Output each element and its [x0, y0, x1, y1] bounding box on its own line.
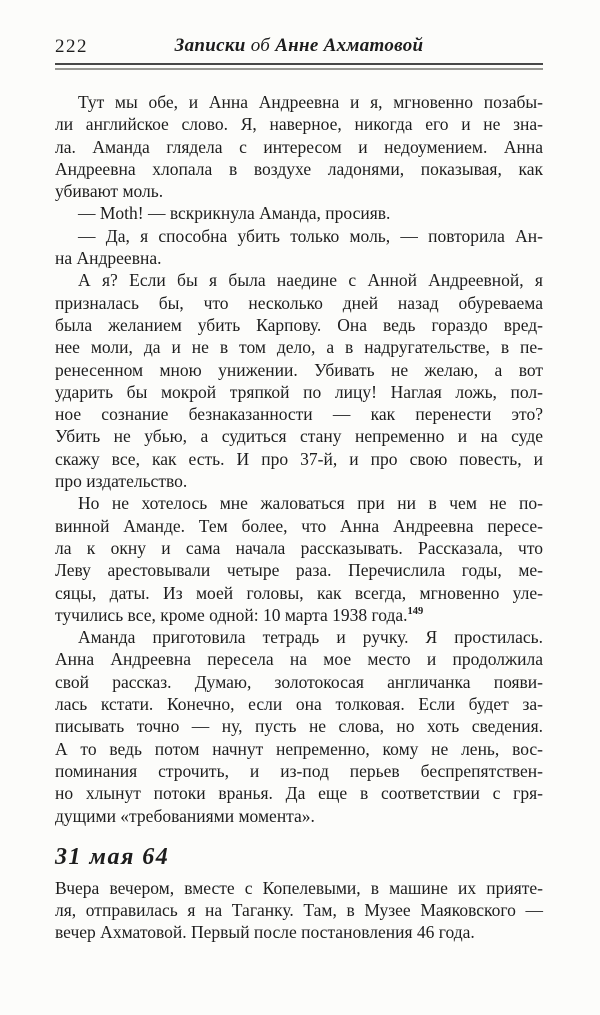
paragraph — [55, 91, 543, 202]
text-line: ное сознание безнаказанности — как перенести это? — [55, 404, 543, 425]
page-body — [55, 91, 543, 944]
footnote-reference: 149 — [407, 606, 424, 617]
page-header — [55, 35, 543, 59]
text-line: ля, отправилась я на Таганку. Там, в Музее Маяковского — — [55, 900, 543, 921]
text-line: ла к окну и сама начала рассказывать. Рассказала, что — [55, 537, 543, 558]
text-line: ренесенном мною унижении. Убивать не желаю, а вот — [55, 359, 543, 380]
text-line: про издательство. — [55, 471, 188, 492]
text-line: Анна Андреевна пересела на мое место и продолжила — [55, 649, 543, 670]
text-line: сяцы, даты. Из моей головы, как всегда, мгновенно уле- — [55, 582, 543, 603]
text-line: Убить не убью, а судиться стану непременно и на суде — [55, 426, 543, 447]
text-line: ударить бы мокрой тряпкой по лицу! Наглая ложь, пол- — [55, 381, 543, 402]
text-line: Вчера вечером, вместе с Копелевыми, в машине их прияте- — [55, 877, 543, 898]
text-line: скажу все, как есть. И про 37-й, и про свою повесть, и — [55, 448, 543, 469]
text-line: лась кстати. Конечно, если она толковая. Если будет за- — [55, 694, 543, 715]
text-line: Тут мы обе, и Анна Андреевна и я, мгновенно позабы- — [78, 92, 543, 112]
text-line: нее моли, да и не в том дело, а в надругательстве, в пе- — [55, 337, 543, 358]
text-line: была желанием убить Карпову. Она ведь гораздо вред- — [55, 314, 543, 335]
paragraph — [55, 202, 543, 224]
text-line: на Андреевна. — [55, 248, 162, 269]
text-line: тучились все, кроме одной: 10 марта 1938 года.$^{149}$ — [55, 604, 424, 625]
running-title — [55, 35, 543, 57]
text-line: дущими «требованиями момента». — [55, 805, 315, 826]
section-heading: 31 мая 64 — [55, 843, 170, 870]
text-line: писывать точно — ну, пусть не слова, но хоть сведения. — [55, 716, 543, 737]
paragraph — [55, 492, 543, 626]
text-line: — Да, я способна убить только моль, — повторила Ан- — [78, 225, 543, 246]
text-line: поминания строчить, и из-под перьев беспрепятствен- — [55, 760, 543, 781]
text-line: А то ведь потом начнут непременно, кому не лень, вос- — [55, 738, 543, 759]
running-title-part1: Записки — [174, 35, 246, 56]
paragraph — [55, 877, 543, 944]
text-line: — Moth! — вскрикнула Аманда, просияв. — [78, 203, 391, 224]
page-number: 222 — [55, 36, 88, 57]
text-line: убивают моль. — [55, 181, 164, 202]
text-line: призналась бы, что несколько дней назад обуреваема — [55, 292, 543, 313]
text-line: ла. Аманда глядела с интересом и недоумением. Анна — [55, 136, 543, 157]
text-line: Андреевна хлопала в воздухе ладонями, показывая, как — [55, 158, 543, 179]
text-line: но хлынут потоки вранья. Да еще в соответствии с гря- — [55, 783, 543, 804]
running-title-part2: об — [250, 35, 271, 56]
text-line: винной Аманде. Тем более, что Анна Андреевна пересе- — [55, 515, 543, 536]
header-rule — [55, 63, 543, 70]
paragraph — [55, 626, 543, 827]
paragraph — [55, 269, 543, 492]
text-line: свой рассказ. Думаю, золотокосая англичанка появи- — [55, 671, 543, 692]
running-title-part3: Анне Ахматовой — [275, 35, 424, 56]
paragraph — [55, 225, 543, 270]
text-line: Но не хотелось мне жаловаться при ни в чем не по- — [78, 493, 543, 514]
text-line: ли английское слово. Я, наверное, никогда его и не зна- — [55, 114, 543, 135]
text-line: вечер Ахматовой. Первый после постановления 46 года. — [55, 922, 475, 943]
text-line: А я? Если бы я была наедине с Анной Андреевной, я — [78, 270, 543, 291]
text-line: Леву арестовывали четыре раза. Перечислила годы, ме- — [55, 560, 543, 581]
text-line: Аманда приготовила тетрадь и ручку. Я простилась. — [78, 627, 543, 648]
